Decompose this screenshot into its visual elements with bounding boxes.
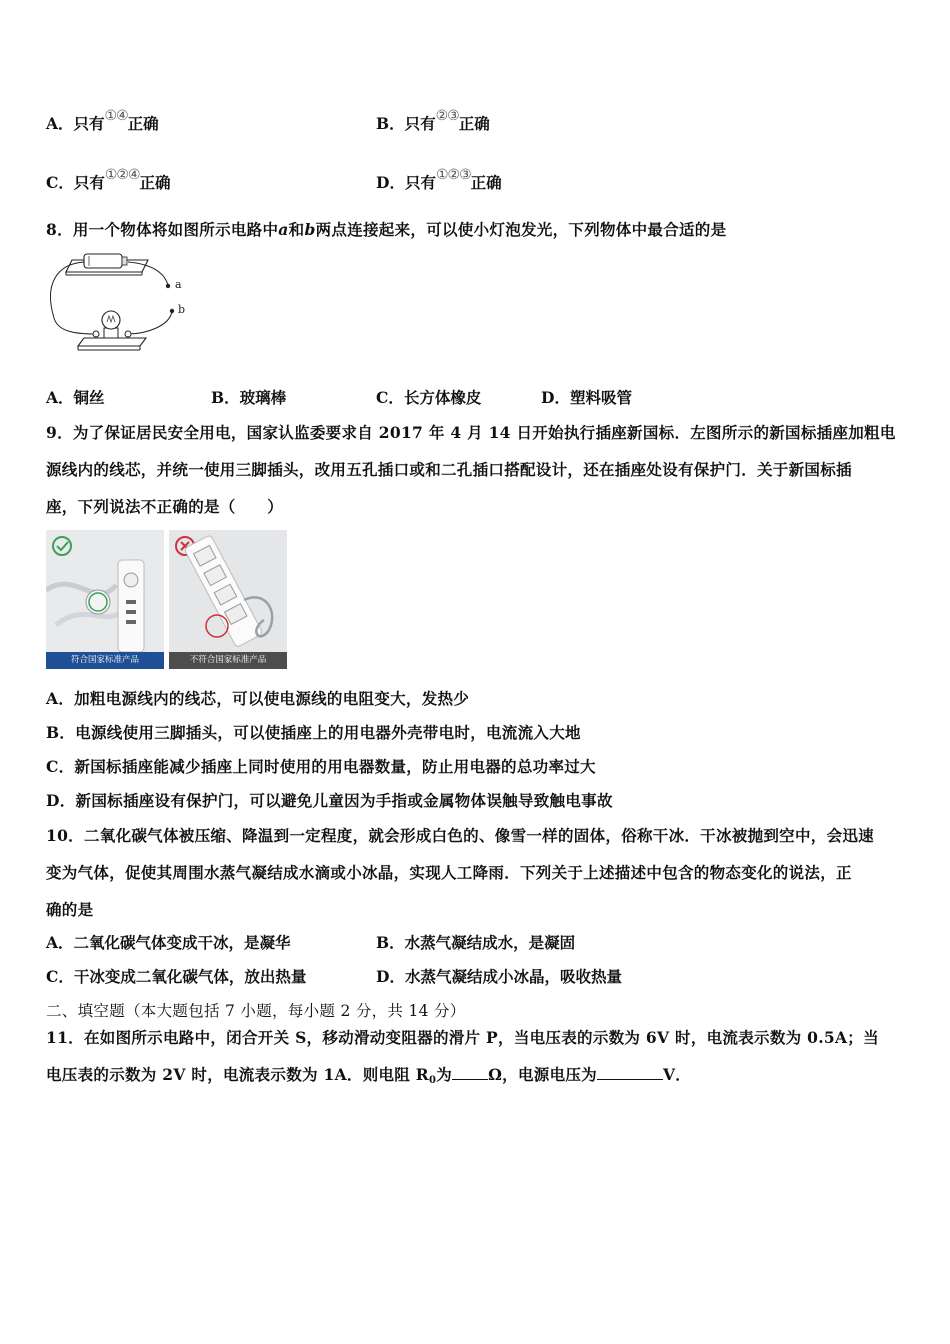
q9-option-b: B．电源线使用三脚插头，可以使插座上的用电器外壳带电时，电流流入大地: [46, 723, 581, 742]
section2-title: 二、填空题（本大题包括 7 小题，每小题 2 分，共 14 分）: [46, 1002, 466, 1020]
q11-stem-line1: 11．在如图所示电路中，闭合开关 S，移动滑动变阻器的滑片 P，当电压表的示数为 6V 时，电流表示数为 0.5A；当: [46, 1028, 879, 1047]
q9-option-c: C．新国标插座能减少插座上同时使用的用电器数量，防止用电器的总功率过大: [46, 757, 596, 776]
q9-left-caption: 符合国家标准产品: [46, 652, 164, 669]
q7-option-b: B．只有②③正确: [376, 108, 490, 133]
q9-socket-image: [46, 530, 287, 669]
q10-stem-line2: 变为气体，促使其周围水蒸气凝结成水滴或小冰晶，实现人工降雨．下列关于上述描述中包含的物态变化的说法，正: [46, 863, 852, 882]
q10-option-b: B．水蒸气凝结成水，是凝固: [376, 933, 576, 952]
q9-stem-line2: 源线内的线芯，并统一使用三脚插头，改用五孔插口或和二孔插口搭配设计，还在插座处设有保护门．关于新国标插: [46, 460, 852, 479]
q7-option-a: A．只有①④正确: [46, 108, 159, 133]
q10-stem-line1: 10．二氧化碳气体被压缩、降温到一定程度，就会形成白色的、像雪一样的固体，俗称干冰．干冰被抛到空中，会迅速: [46, 826, 874, 845]
q9-option-a: A．加粗电源线内的线芯，可以使电源线的电阻变大，发热少: [46, 689, 470, 708]
q10-option-d: D．水蒸气凝结成小冰晶，吸收热量: [376, 967, 622, 986]
q10-option-c: C．干冰变成二氧化碳气体，放出热量: [46, 967, 307, 986]
q9-stem-line1: 9．为了保证居民安全用电，国家认监委要求自 2017 年 4 月 14 日开始执行插座新国标．左图所示的新国标插座加粗电: [46, 423, 896, 442]
q8-label-b: b: [178, 303, 186, 316]
q9-stem-line3: 座，下列说法不正确的是（ ）: [46, 497, 284, 516]
q8-label-a: a: [175, 278, 182, 291]
q8-option-c: C．长方体橡皮: [376, 388, 482, 407]
q7-option-d: D．只有①②③正确: [376, 167, 502, 192]
check-icon: [53, 537, 71, 555]
answer-blank-r0[interactable]: [452, 1065, 488, 1080]
q7-option-c: C．只有①②④正确: [46, 167, 171, 192]
q8-option-d: D．塑料吸管: [541, 388, 632, 407]
q11-stem-line2: 电压表的示数为 2V 时，电流表示数为 1A．则电阻 R0为 Ω，电源电压为 V．: [46, 1065, 692, 1086]
q8-circuit-figure: [46, 250, 196, 355]
q10-option-a: A．二氧化碳气体变成干冰，是凝华: [46, 933, 291, 952]
answer-blank-voltage[interactable]: [597, 1065, 663, 1080]
q8-option-b: B．玻璃棒: [211, 388, 287, 407]
q8-option-a: A．铜丝: [46, 388, 105, 407]
q8-stem: 8．用一个物体将如图所示电路中a和b两点连接起来，可以使小灯泡发光，下列物体中最合适的是: [46, 220, 727, 239]
q9-option-d: D．新国标插座设有保护门，可以避免儿童因为手指或金属物体误触导致触电事故: [46, 791, 613, 810]
q9-right-caption: 不符合国家标准产品: [169, 652, 287, 669]
q10-stem-line3: 确的是: [46, 900, 94, 919]
